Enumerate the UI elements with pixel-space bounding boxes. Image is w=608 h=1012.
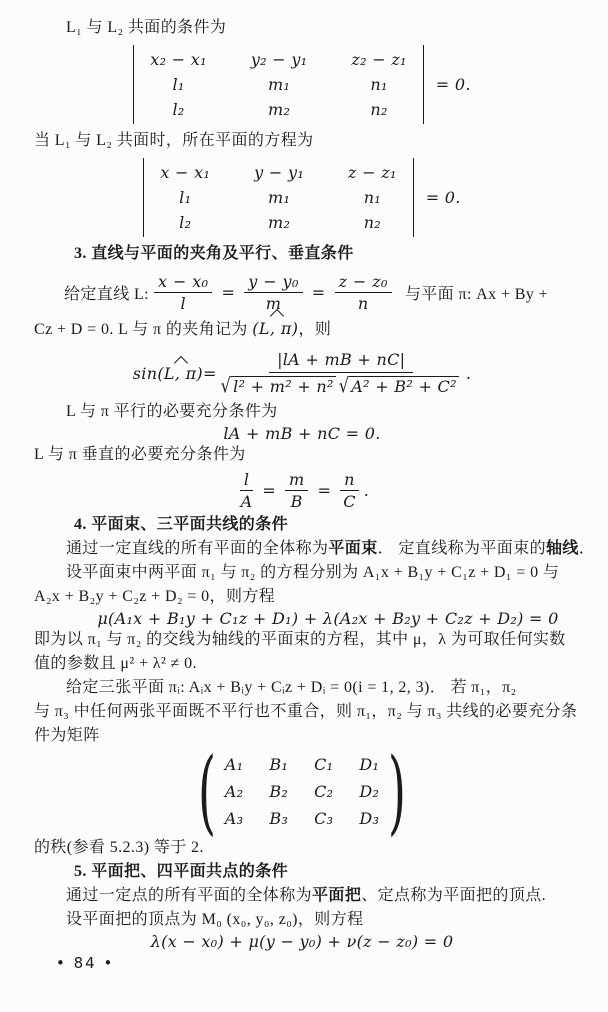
angle-line-head: Cz + D = 0. L 与 π 的夹角记为 <box>34 321 253 338</box>
radicand: A² + B² + C² <box>351 376 457 396</box>
det-cell: n₂ <box>370 100 388 119</box>
matrix-cell: C₂ <box>314 782 334 801</box>
determinant-rhs: = 0. <box>425 188 461 207</box>
det-cell: l₁ <box>172 75 185 94</box>
det-cell: m₂ <box>268 100 291 119</box>
equals-sign: = <box>202 363 217 383</box>
det-cell: l₂ <box>172 100 185 119</box>
three-planes-line1: 给定三张平面 πᵢ: Aᵢx + Bᵢy + Cᵢz + Dᵢ = 0(i = 1, 2, 3)． 若 π₁，π₂ <box>66 679 517 696</box>
fraction-z <box>335 272 392 313</box>
matrix-body <box>225 753 379 831</box>
three-planes-line3: 件为矩阵 <box>34 727 100 744</box>
radical-2 <box>338 373 459 397</box>
sine-fraction <box>221 350 462 397</box>
page-number: • 84 • <box>56 954 115 972</box>
sine-angle-formula <box>34 348 570 398</box>
section-4-heading: 4. 平面束、三平面共线的条件 <box>74 516 289 533</box>
equals-sign: = <box>317 480 332 500</box>
equals-sign: = <box>311 282 326 302</box>
bundle-explanation-line1: 即为以 π₁ 与 π₂ 的交线为轴线的平面束的方程，其中 μ，λ 为可取任何实数 <box>34 631 566 648</box>
pencil-equation <box>34 932 570 951</box>
matrix-cell: D₁ <box>359 755 380 774</box>
det-cell: x − x₁ <box>160 163 211 182</box>
two-planes-line: 设平面束中两平面 π₁ 与 π₂ 的方程分别为 A₁x + B₁y + C₁z + D₁ = 0 与 <box>66 564 560 581</box>
det-cell: z₂ − z₁ <box>351 50 407 69</box>
fraction-m-B <box>285 470 308 511</box>
matrix-cell: B₁ <box>269 755 289 774</box>
radical-sign: √ <box>338 373 350 397</box>
angle-notation-line <box>34 317 570 342</box>
left-paren: ( <box>197 738 216 845</box>
fraction-numerator: l <box>240 470 253 491</box>
text-segment: 通过一定直线的所有平面的全体称为 <box>66 540 329 557</box>
sine-denominator <box>221 373 462 397</box>
bold-term-axis-line: 轴线 <box>546 540 579 557</box>
matrix-cell: B₂ <box>269 782 289 801</box>
fraction-denominator: l <box>180 293 187 313</box>
fraction-numerator: x − x₀ <box>154 272 212 293</box>
det-cell: z − z₁ <box>348 163 397 182</box>
matrix-cell: D₃ <box>359 809 380 828</box>
plane-equation-intro: 当 L₁ 与 L₂ 共面时，所在平面的方程为 <box>34 132 314 149</box>
fraction-l-A <box>240 470 253 511</box>
bold-term-plane-pencil: 平面把 <box>312 887 362 904</box>
equals-sign: = <box>262 480 276 500</box>
plane-bundle-definition <box>34 537 596 561</box>
sin-angle-notation: (L, π) <box>157 363 203 383</box>
det-cell: x₂ − x₁ <box>150 50 207 69</box>
det-cell: l₂ <box>179 213 192 232</box>
right-paren: ) <box>388 738 407 845</box>
perpendicular-condition-label: L 与 π 垂直的必要充分条件为 <box>34 446 246 463</box>
given-line-formula <box>34 269 570 315</box>
matrix-cell: D₂ <box>359 782 380 801</box>
parallel-condition-label: L 与 π 平行的必要充分条件为 <box>66 403 278 420</box>
fraction-denominator: C <box>343 491 356 511</box>
det-cell: m₁ <box>268 75 291 94</box>
coplanar-determinant <box>34 45 570 124</box>
radical-sign: √ <box>220 373 232 397</box>
formula-text: lA + mB + nC = 0. <box>223 424 381 443</box>
formula-text: λ(x − x₀) + μ(y − y₀) + ν(z − z₀) = 0 <box>150 932 454 951</box>
fraction-denominator: n <box>357 293 369 313</box>
det-cell: n₂ <box>363 213 382 232</box>
determinant-body <box>143 158 413 237</box>
sine-numerator: |lA + mB + nC| <box>269 350 413 373</box>
bundle-equation <box>60 609 596 628</box>
fraction-numerator: n <box>340 470 359 491</box>
two-planes-line-cont: A₂x + B₂y + C₂z + D₂ = 0，则方程 <box>34 588 276 605</box>
matrix-cell: A₂ <box>224 782 244 801</box>
text-segment: ． 定直线称为平面束的 <box>377 540 547 557</box>
det-cell: y − y₁ <box>254 163 305 182</box>
determinant-rhs: = 0. <box>435 75 471 94</box>
fraction-x <box>154 272 212 313</box>
det-cell: l₁ <box>179 188 192 207</box>
given-line-suffix: 与平面 π: Ax + By + <box>404 285 549 303</box>
fraction-n-C <box>340 470 359 511</box>
fraction-y <box>244 272 302 313</box>
equals-sign: = <box>221 282 236 302</box>
det-cell: n₁ <box>363 188 382 207</box>
three-planes-line2: 与 π₃ 中任何两张平面既不平行也不重合，则 π₁，π₂ 与 π₃ 共线的必要充分条 <box>34 703 578 720</box>
section-5-heading: 5. 平面把、四平面共点的条件 <box>74 863 289 880</box>
section-3-heading: 3. 直线与平面的夹角及平行、垂直条件 <box>74 245 354 262</box>
det-cell: n₁ <box>370 75 388 94</box>
text-segment: ． <box>578 540 596 557</box>
matrix-cell: B₃ <box>269 809 289 828</box>
coplanar-condition-intro: L₁ 与 L₂ 共面的条件为 <box>66 19 227 36</box>
angle-notation: (L, π) <box>252 317 298 341</box>
det-cell: m₂ <box>268 213 291 232</box>
determinant-body <box>133 45 424 124</box>
text-segment: 、定点称为平面把的顶点. <box>361 887 547 904</box>
angle-line-tail: ，则 <box>298 321 332 338</box>
fraction-numerator: m <box>285 470 308 491</box>
formula-period: . <box>363 480 370 500</box>
coefficient-matrix <box>34 738 570 845</box>
plane-equation-determinant <box>34 158 570 237</box>
text-segment: 通过一定点的所有平面的全体称为 <box>66 887 313 904</box>
radical-1 <box>220 373 336 397</box>
fraction-denominator: B <box>290 491 303 511</box>
det-cell: m₁ <box>268 188 291 207</box>
formula-text: μ(A₁x + B₁y + C₁z + D₁) + λ(A₂x + B₂y + C₂z + D₂) = 0 <box>97 609 559 628</box>
vertex-line: 设平面把的顶点为 M₀ (x₀, y₀, z₀)，则方程 <box>66 911 364 928</box>
matrix-cell: A₁ <box>224 755 244 774</box>
fraction-denominator: A <box>240 491 253 511</box>
matrix-cell: C₁ <box>314 755 334 774</box>
fraction-denominator: m <box>265 293 282 313</box>
perpendicular-condition-formula <box>34 467 570 513</box>
sin-function: sin <box>132 363 158 383</box>
parallel-condition-formula <box>34 424 570 443</box>
fraction-numerator: z − z₀ <box>335 272 392 293</box>
plane-pencil-definition <box>34 884 570 908</box>
matrix-cell: C₃ <box>314 809 334 828</box>
given-line-prefix: 给定直线 L: <box>64 285 150 303</box>
bold-term-plane-bundle: 平面束 <box>328 540 378 557</box>
formula-period: . <box>465 363 472 383</box>
det-cell: y₂ − y₁ <box>250 50 308 69</box>
matrix-cell: A₃ <box>224 809 244 828</box>
rank-line: 的秩(参看 5.2.3) 等于 2. <box>34 839 204 856</box>
radicand: l² + m² + n² <box>233 376 334 396</box>
fraction-numerator: y − y₀ <box>244 272 302 293</box>
bundle-explanation-line2: 值的参数且 μ² + λ² ≠ 0. <box>34 655 197 672</box>
